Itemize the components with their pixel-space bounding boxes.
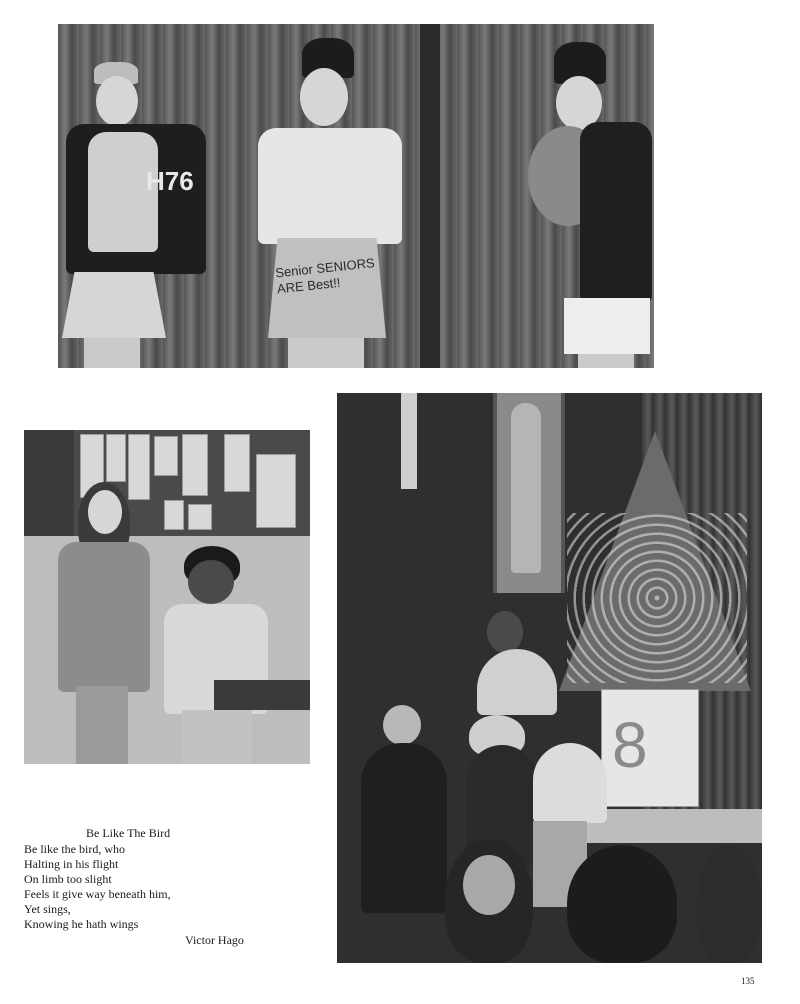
- poem-line: Yet sings,: [24, 902, 71, 916]
- poem-line: On limb too slight: [24, 872, 112, 886]
- student-figure-1: [62, 62, 212, 368]
- poem-line: Knowing he hath wings: [24, 917, 139, 931]
- girl-white-blouse: [533, 743, 607, 823]
- poem-line: Feels it give way beneath him,: [24, 887, 171, 901]
- desk: [214, 680, 310, 710]
- tree-box: [601, 689, 699, 807]
- tree-box-number: 8: [612, 709, 648, 781]
- foreground-student-2: [567, 845, 677, 963]
- skirt-sign-text: Senior SENIORS ARE Best!!: [274, 255, 376, 297]
- tinsel: [567, 513, 747, 683]
- wall-banner: [493, 393, 565, 593]
- poem-line: Halting in his flight: [24, 857, 119, 871]
- page-number: 135: [741, 976, 755, 986]
- jacket-letters: H76: [146, 166, 194, 196]
- photo-split-divider: [420, 24, 440, 368]
- poem-body: [24, 842, 171, 932]
- student-figure-3: [524, 42, 654, 368]
- seated-student: [158, 546, 288, 764]
- foreground-student-3: [697, 845, 761, 963]
- student-at-tree: [477, 649, 557, 715]
- poem-title: Be Like The Bird: [86, 826, 171, 840]
- standing-student: [54, 482, 154, 764]
- boy-student: [361, 743, 447, 913]
- poem-line: Be like the bird, who: [24, 842, 125, 856]
- students-by-bulletin-board-photo: [24, 430, 310, 764]
- christmas-tree-photo: [337, 393, 762, 963]
- light-pillar: [401, 393, 417, 489]
- student-figure-2: [248, 38, 408, 368]
- stage-skit-photo: [58, 24, 654, 368]
- poem-author: Victor Hago: [185, 933, 244, 947]
